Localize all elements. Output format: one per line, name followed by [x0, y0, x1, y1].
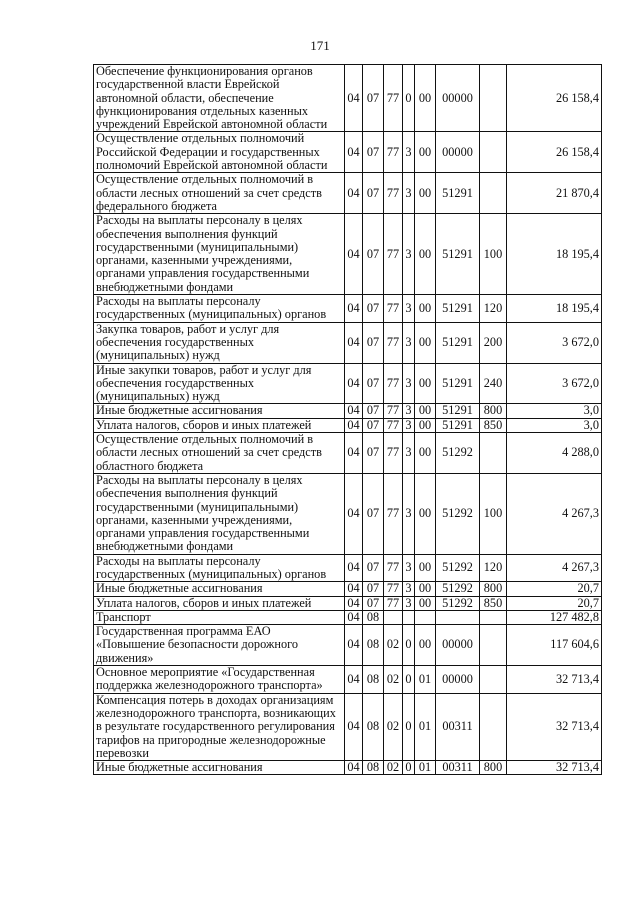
target-article-subprogram: 3: [403, 132, 415, 173]
target-article-program: 77: [384, 65, 403, 132]
target-article-activity: 00: [415, 404, 436, 418]
target-article-direction: 51292: [436, 582, 480, 596]
section-code: 04: [345, 666, 363, 694]
target-article-direction: 51291: [436, 418, 480, 432]
section-code: 04: [345, 433, 363, 474]
target-article-direction: 00311: [436, 761, 480, 775]
target-article-direction: 51291: [436, 404, 480, 418]
target-article-program: 77: [384, 473, 403, 554]
target-article-activity: 00: [415, 132, 436, 173]
section-code: 04: [345, 554, 363, 582]
target-article-subprogram: [403, 610, 415, 624]
row-name: Иные бюджетные ассигнования: [94, 404, 345, 418]
expense-type-code: 120: [480, 554, 507, 582]
target-article-direction: 00000: [436, 132, 480, 173]
target-article-activity: 01: [415, 666, 436, 694]
expense-type-code: 200: [480, 322, 507, 363]
subsection-code: 07: [363, 433, 384, 474]
table-row: [94, 295, 602, 323]
row-amount: 4 288,0: [507, 433, 602, 474]
row-amount: 4 267,3: [507, 554, 602, 582]
subsection-code: 07: [363, 418, 384, 432]
target-article-activity: 00: [415, 418, 436, 432]
target-article-activity: 00: [415, 173, 436, 214]
row-amount: 18 195,4: [507, 295, 602, 323]
target-article-activity: 01: [415, 693, 436, 760]
expense-type-code: [480, 693, 507, 760]
table-row: [94, 418, 602, 432]
table-row: [94, 173, 602, 214]
row-name: Расходы на выплаты персоналу государственных (муниципальных) органов: [94, 295, 345, 323]
target-article-direction: 51291: [436, 173, 480, 214]
subsection-code: 07: [363, 363, 384, 404]
target-article-activity: 00: [415, 582, 436, 596]
row-amount: 4 267,3: [507, 473, 602, 554]
target-article-program: 77: [384, 173, 403, 214]
section-code: 04: [345, 65, 363, 132]
target-article-program: 02: [384, 666, 403, 694]
target-article-program: 77: [384, 596, 403, 610]
row-amount: 26 158,4: [507, 132, 602, 173]
row-name: Транспорт: [94, 610, 345, 624]
section-code: 04: [345, 473, 363, 554]
row-name: Расходы на выплаты персоналу в целях обеспечения выполнения функций государственными (муниципальными) органами, казенными учреждениями, органами управления государственными внебюджетными фондами: [94, 214, 345, 295]
section-code: 04: [345, 610, 363, 624]
target-article-program: [384, 610, 403, 624]
row-name: Обеспечение функционирования органов государственной власти Еврейской автономной области, обеспечение функционирования отдельных казенных учреждений Еврейской автономной области: [94, 65, 345, 132]
target-article-subprogram: 3: [403, 582, 415, 596]
subsection-code: 07: [363, 322, 384, 363]
section-code: 04: [345, 214, 363, 295]
target-article-subprogram: 0: [403, 625, 415, 666]
budget-table: [93, 64, 602, 775]
target-article-direction: 00000: [436, 625, 480, 666]
target-article-direction: 51291: [436, 322, 480, 363]
row-name: Расходы на выплаты персоналу в целях обеспечения выполнения функций государственными (муниципальными) органами, казенными учреждениями, органами управления государственными внебюджетными фондами: [94, 473, 345, 554]
row-amount: 18 195,4: [507, 214, 602, 295]
target-article-subprogram: 3: [403, 322, 415, 363]
row-amount: 32 713,4: [507, 693, 602, 760]
section-code: 04: [345, 761, 363, 775]
section-code: 04: [345, 418, 363, 432]
expense-type-code: 120: [480, 295, 507, 323]
subsection-code: 07: [363, 65, 384, 132]
table-row: [94, 596, 602, 610]
target-article-direction: 51292: [436, 473, 480, 554]
target-article-activity: 00: [415, 363, 436, 404]
table-row: [94, 322, 602, 363]
target-article-program: 02: [384, 693, 403, 760]
target-article-subprogram: 0: [403, 65, 415, 132]
row-name: Компенсация потерь в доходах организациям железнодорожного транспорта, возникающих в результате государственного регулирования тарифов на пригородные железнодорожные перевозки: [94, 693, 345, 760]
target-article-direction: 51292: [436, 433, 480, 474]
target-article-program: 77: [384, 295, 403, 323]
target-article-subprogram: 3: [403, 295, 415, 323]
row-name: Осуществление отдельных полномочий в области лесных отношений за счет средств федерального бюджета: [94, 173, 345, 214]
section-code: 04: [345, 322, 363, 363]
section-code: 04: [345, 363, 363, 404]
section-code: 04: [345, 132, 363, 173]
row-name: Осуществление отдельных полномочий Российской Федерации и государственных полномочий Еврейской автономной области: [94, 132, 345, 173]
target-article-subprogram: 3: [403, 554, 415, 582]
target-article-program: 77: [384, 404, 403, 418]
table-row: [94, 214, 602, 295]
table-row: [94, 625, 602, 666]
expense-type-code: 800: [480, 761, 507, 775]
page-number: 171: [310, 38, 330, 53]
target-article-direction: 51292: [436, 554, 480, 582]
target-article-subprogram: 3: [403, 214, 415, 295]
row-name: Осуществление отдельных полномочий в области лесных отношений за счет средств областного бюджета: [94, 433, 345, 474]
target-article-program: 02: [384, 625, 403, 666]
target-article-direction: 51291: [436, 363, 480, 404]
row-name: Закупка товаров, работ и услуг для обеспечения государственных (муниципальных) нужд: [94, 322, 345, 363]
subsection-code: 08: [363, 610, 384, 624]
table-row: [94, 582, 602, 596]
target-article-activity: 01: [415, 761, 436, 775]
subsection-code: 07: [363, 295, 384, 323]
table-row: [94, 473, 602, 554]
row-amount: 20,7: [507, 596, 602, 610]
expense-type-code: 100: [480, 214, 507, 295]
expense-type-code: [480, 666, 507, 694]
table-row: [94, 404, 602, 418]
target-article-program: 77: [384, 582, 403, 596]
target-article-program: 77: [384, 433, 403, 474]
target-article-program: 77: [384, 363, 403, 404]
table-row: [94, 433, 602, 474]
subsection-code: 07: [363, 214, 384, 295]
target-article-direction: 00000: [436, 65, 480, 132]
subsection-code: 07: [363, 173, 384, 214]
section-code: 04: [345, 596, 363, 610]
row-name: Основное мероприятие «Государственная поддержка железнодорожного транспорта»: [94, 666, 345, 694]
target-article-activity: [415, 610, 436, 624]
target-article-program: 77: [384, 418, 403, 432]
expense-type-code: [480, 625, 507, 666]
row-amount: 32 713,4: [507, 666, 602, 694]
table-row: [94, 363, 602, 404]
target-article-activity: 00: [415, 554, 436, 582]
row-amount: 127 482,8: [507, 610, 602, 624]
subsection-code: 08: [363, 693, 384, 760]
expense-type-code: 850: [480, 596, 507, 610]
expense-type-code: 800: [480, 582, 507, 596]
target-article-direction: [436, 610, 480, 624]
section-code: 04: [345, 693, 363, 760]
expense-type-code: [480, 173, 507, 214]
row-amount: 26 158,4: [507, 65, 602, 132]
section-code: 04: [345, 404, 363, 418]
target-article-direction: 51291: [436, 214, 480, 295]
subsection-code: 08: [363, 666, 384, 694]
expense-type-code: [480, 65, 507, 132]
target-article-subprogram: 3: [403, 404, 415, 418]
target-article-activity: 00: [415, 295, 436, 323]
target-article-program: 77: [384, 322, 403, 363]
subsection-code: 07: [363, 404, 384, 418]
row-name: Расходы на выплаты персоналу государственных (муниципальных) органов: [94, 554, 345, 582]
table-row: [94, 666, 602, 694]
target-article-program: 77: [384, 132, 403, 173]
row-name: Уплата налогов, сборов и иных платежей: [94, 418, 345, 432]
target-article-subprogram: 3: [403, 173, 415, 214]
row-amount: 3 672,0: [507, 363, 602, 404]
target-article-direction: 51292: [436, 596, 480, 610]
subsection-code: 08: [363, 625, 384, 666]
section-code: 04: [345, 582, 363, 596]
row-amount: 3 672,0: [507, 322, 602, 363]
section-code: 04: [345, 295, 363, 323]
expense-type-code: 240: [480, 363, 507, 404]
target-article-activity: 00: [415, 65, 436, 132]
expense-type-code: [480, 132, 507, 173]
row-amount: 3,0: [507, 404, 602, 418]
target-article-direction: 00000: [436, 666, 480, 694]
subsection-code: 07: [363, 473, 384, 554]
section-code: 04: [345, 173, 363, 214]
target-article-subprogram: 3: [403, 418, 415, 432]
target-article-activity: 00: [415, 433, 436, 474]
table-row: [94, 65, 602, 132]
target-article-program: 02: [384, 761, 403, 775]
target-article-direction: 51291: [436, 295, 480, 323]
target-article-subprogram: 0: [403, 761, 415, 775]
row-name: Уплата налогов, сборов и иных платежей: [94, 596, 345, 610]
target-article-subprogram: 0: [403, 693, 415, 760]
target-article-direction: 00311: [436, 693, 480, 760]
table-row: [94, 610, 602, 624]
section-code: 04: [345, 625, 363, 666]
row-amount: 3,0: [507, 418, 602, 432]
subsection-code: 07: [363, 596, 384, 610]
table-row: [94, 693, 602, 760]
row-amount: 21 870,4: [507, 173, 602, 214]
expense-type-code: 850: [480, 418, 507, 432]
expense-type-code: 100: [480, 473, 507, 554]
target-article-program: 77: [384, 554, 403, 582]
target-article-program: 77: [384, 214, 403, 295]
row-amount: 20,7: [507, 582, 602, 596]
table-row: [94, 554, 602, 582]
subsection-code: 07: [363, 554, 384, 582]
target-article-activity: 00: [415, 625, 436, 666]
target-article-subprogram: 0: [403, 666, 415, 694]
target-article-activity: 00: [415, 322, 436, 363]
target-article-activity: 00: [415, 596, 436, 610]
expense-type-code: 800: [480, 404, 507, 418]
row-name: Государственная программа ЕАО «Повышение безопасности дорожного движения»: [94, 625, 345, 666]
target-article-activity: 00: [415, 214, 436, 295]
target-article-activity: 00: [415, 473, 436, 554]
table-row: [94, 761, 602, 775]
row-amount: 32 713,4: [507, 761, 602, 775]
row-name: Иные бюджетные ассигнования: [94, 582, 345, 596]
expense-type-code: [480, 610, 507, 624]
target-article-subprogram: 3: [403, 433, 415, 474]
target-article-subprogram: 3: [403, 596, 415, 610]
expense-type-code: [480, 433, 507, 474]
subsection-code: 08: [363, 761, 384, 775]
subsection-code: 07: [363, 582, 384, 596]
subsection-code: 07: [363, 132, 384, 173]
row-amount: 117 604,6: [507, 625, 602, 666]
table-row: [94, 132, 602, 173]
target-article-subprogram: 3: [403, 363, 415, 404]
target-article-subprogram: 3: [403, 473, 415, 554]
row-name: Иные бюджетные ассигнования: [94, 761, 345, 775]
row-name: Иные закупки товаров, работ и услуг для обеспечения государственных (муниципальных) нужд: [94, 363, 345, 404]
